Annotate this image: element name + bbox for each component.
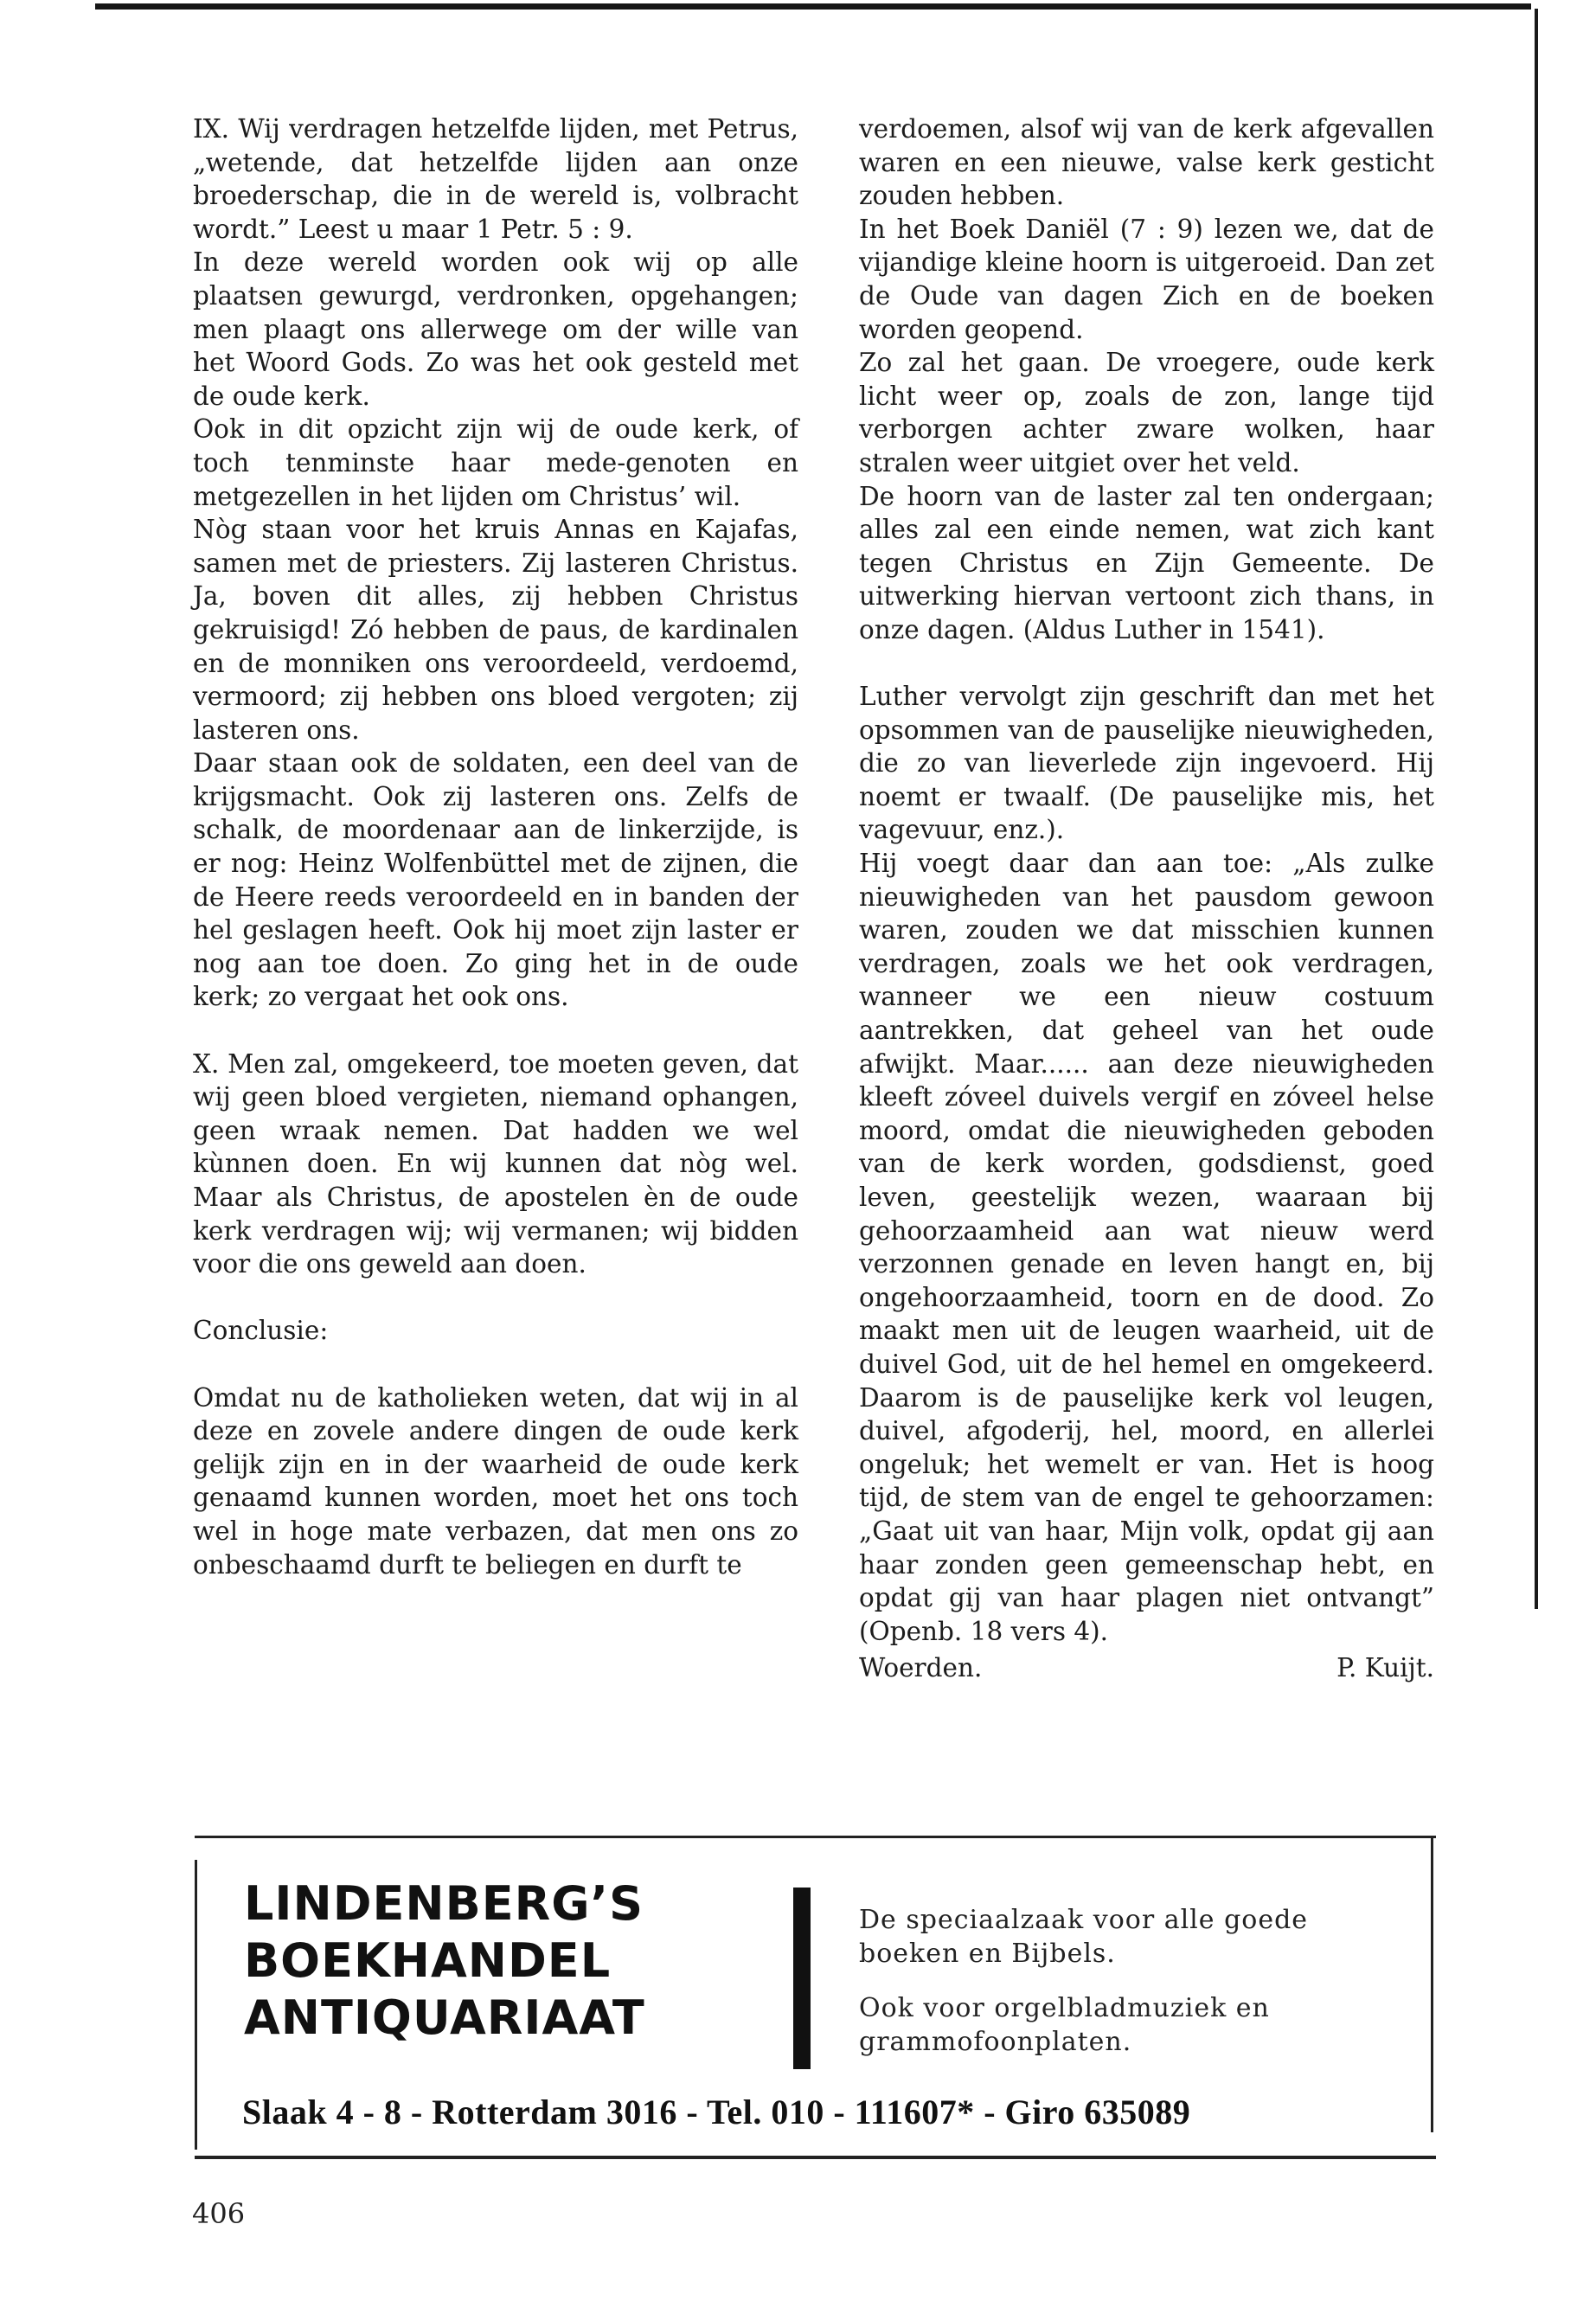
paragraph: Nòg staan voor het kruis Annas en Kajafas, samen met de priesters. Zij lasteren Christus. Ja, boven dit alles, zij hebben Christus gekruisigd! Zó hebben de paus, de kardinalen en de monniken ons veroordeeld, verdoemd, vermoord; zij hebben ons bloed vergoten; zij lasteren ons. — [193, 515, 798, 745]
ad-title-line: LINDENBERG’S — [244, 1876, 644, 1931]
ad-title-line: ANTIQUARIAAT — [244, 1990, 645, 2045]
ad-border-right — [1431, 1838, 1433, 2132]
signature-line — [859, 1651, 1434, 1685]
ad-contact: Slaak 4 - 8 - Rotterdam 3016 - Tel. 010 - 111607* - Giro 635089 — [242, 2093, 1191, 2131]
paragraph-x: X. Men zal, omgekeerd, toe moeten geven, dat wij geen bloed vergieten, niemand ophangen, geen wraak nemen. Dat hadden we wel kùnnen doen. En wij kunnen dat nòg wel. Maar als Christus, de apostelen èn de oude kerk verdragen wij; wij vermanen; wij bidden voor die ons geweld aan doen. — [193, 1048, 798, 1279]
signature-author: P. Kuijt. — [1336, 1653, 1434, 1683]
right-column — [859, 112, 1434, 1685]
left-column — [193, 112, 798, 1581]
top-rule — [95, 3, 1531, 10]
ad-description-line: Ook voor orgelbladmuziek en grammofoonplaten. — [859, 1993, 1270, 2057]
paragraph-conclusion: Omdat nu de katholieken weten, dat wij in al deze en zovele andere dingen de oude kerk gelijk zijn en in der waarheid de oude kerk genaamd kunnen worden, moet het ons toch wel in hoge mate verbazen, dat men ons zo onbeschaamd durft te beliegen en durft te — [193, 1382, 798, 1580]
paragraph: De hoorn van de laster zal ten ondergaan; alles zal een einde nemen, wat zich kant tegen Christus en Zijn Gemeente. De uitwerking hiervan vertoont zich thans, in onze dagen. (Aldus Luther in 1541). — [859, 481, 1434, 644]
paragraph-ix: IX. Wij verdragen hetzelfde lijden, met Petrus, „wetende, dat hetzelfde lijden aan onze broederschap, die in de wereld is, volbracht wordt.” Leest u maar 1 Petr. 5 : 9. — [193, 114, 798, 244]
ad-border-top — [195, 1836, 1436, 1838]
paragraph: In deze wereld worden ook wij op alle plaatsen gewurgd, verdronken, opgehangen; men plaagt ons allerwege om der wille van het Woord Gods. Zo was het ook gesteld met de oude kerk. — [193, 247, 798, 411]
ad-title — [244, 1875, 645, 2047]
paragraph-quote: Hij voegt daar dan aan toe: „Als zulke nieuwigheden van het pausdom gewoon waren, zouden we dat misschien kunnen verdragen, zoals we het ook verdragen, wanneer we een nieuw costuum aantrekken, dat geheel van het oude afwijkt. Maar...... aan deze nieuwigheden kleeft zóveel duivels vergif en zóveel helse moord, omdat die nieuwigheden geboden van de kerk worden, godsdienst, goed leven, geestelijk wezen, waaraan bij gehoorzaamheid aan wat nieuw werd verzonnen genade en leven hangt en, bij ongehoorzaamheid, toorn en de dood. Zo maakt men uit de leugen waarheid, uit de duivel God, uit de hel hemel en omgekeerd. Daarom is de pauselijke kerk vol leugen, duivel, afgoderij, hel, moord, en allerlei ongeluk; het wemelt er van. Het is hoog tijd, de stem van de engel te gehoorzamen: „Gaat uit van haar, Mijn volk, opdat gij aan haar zonden geen gemeenschap hebt, en opdat gij van haar plagen niet ontvangt” (Openb. 18 vers 4). — [859, 849, 1434, 1646]
paragraph: Daar staan ook de soldaten, een deel van de krijgsmacht. Ook zij lasteren ons. Zelfs de schalk, de moordenaar aan de linkerzijde, is er nog: Heinz Wolfenbüttel met de zijnen, die de Heere reeds veroordeeld en in banden der hel geslagen heeft. Ook hij moet zijn laster er nog aan toe doen. Zo ging het in de oude kerk; zo vergaat het ook ons. — [193, 748, 798, 1012]
paragraph: verdoemen, alsof wij van de kerk afgevallen waren en een nieuwe, valse kerk gesticht zouden hebben. — [859, 114, 1434, 211]
page-number: 406 — [192, 2197, 246, 2230]
ad-description — [859, 1903, 1395, 2080]
paragraph: In het Boek Daniël (7 : 9) lezen we, dat de vijandige kleine hoorn is uitgeroeid. Dan zet de Oude van dagen Zich en de boeken worden geopend. — [859, 214, 1434, 344]
signature-place: Woerden. — [859, 1653, 983, 1683]
right-edge-rule — [1535, 9, 1538, 1609]
paragraph: Ook in dit opzicht zijn wij de oude kerk, of toch tenminste haar mede-genoten en metgezellen in het lijden om Christus’ wil. — [193, 414, 798, 511]
ad-title-line: BOEKHANDEL — [244, 1933, 612, 1988]
conclusion-heading: Conclusie: — [193, 1316, 329, 1346]
ad-description-line: De speciaalzaak voor alle goede boeken en Bijbels. — [859, 1905, 1309, 1969]
paragraph: Zo zal het gaan. De vroegere, oude kerk licht weer op, zoals de zon, lange tijd verborgen achter zware wolken, haar stralen weer uitgiet over het veld. — [859, 348, 1434, 478]
ad-border-left — [195, 1860, 197, 2150]
paragraph: Luther vervolgt zijn geschrift dan met het opsommen van de pauselijke nieuwigheden, die zo van lieverlede zijn ingevoerd. Hij noemt er twaalf. (De pauselijke mis, het vagevuur, enz.). — [859, 682, 1434, 845]
ad-divider-bar — [793, 1888, 811, 2069]
ad-border-bottom — [195, 2156, 1436, 2159]
